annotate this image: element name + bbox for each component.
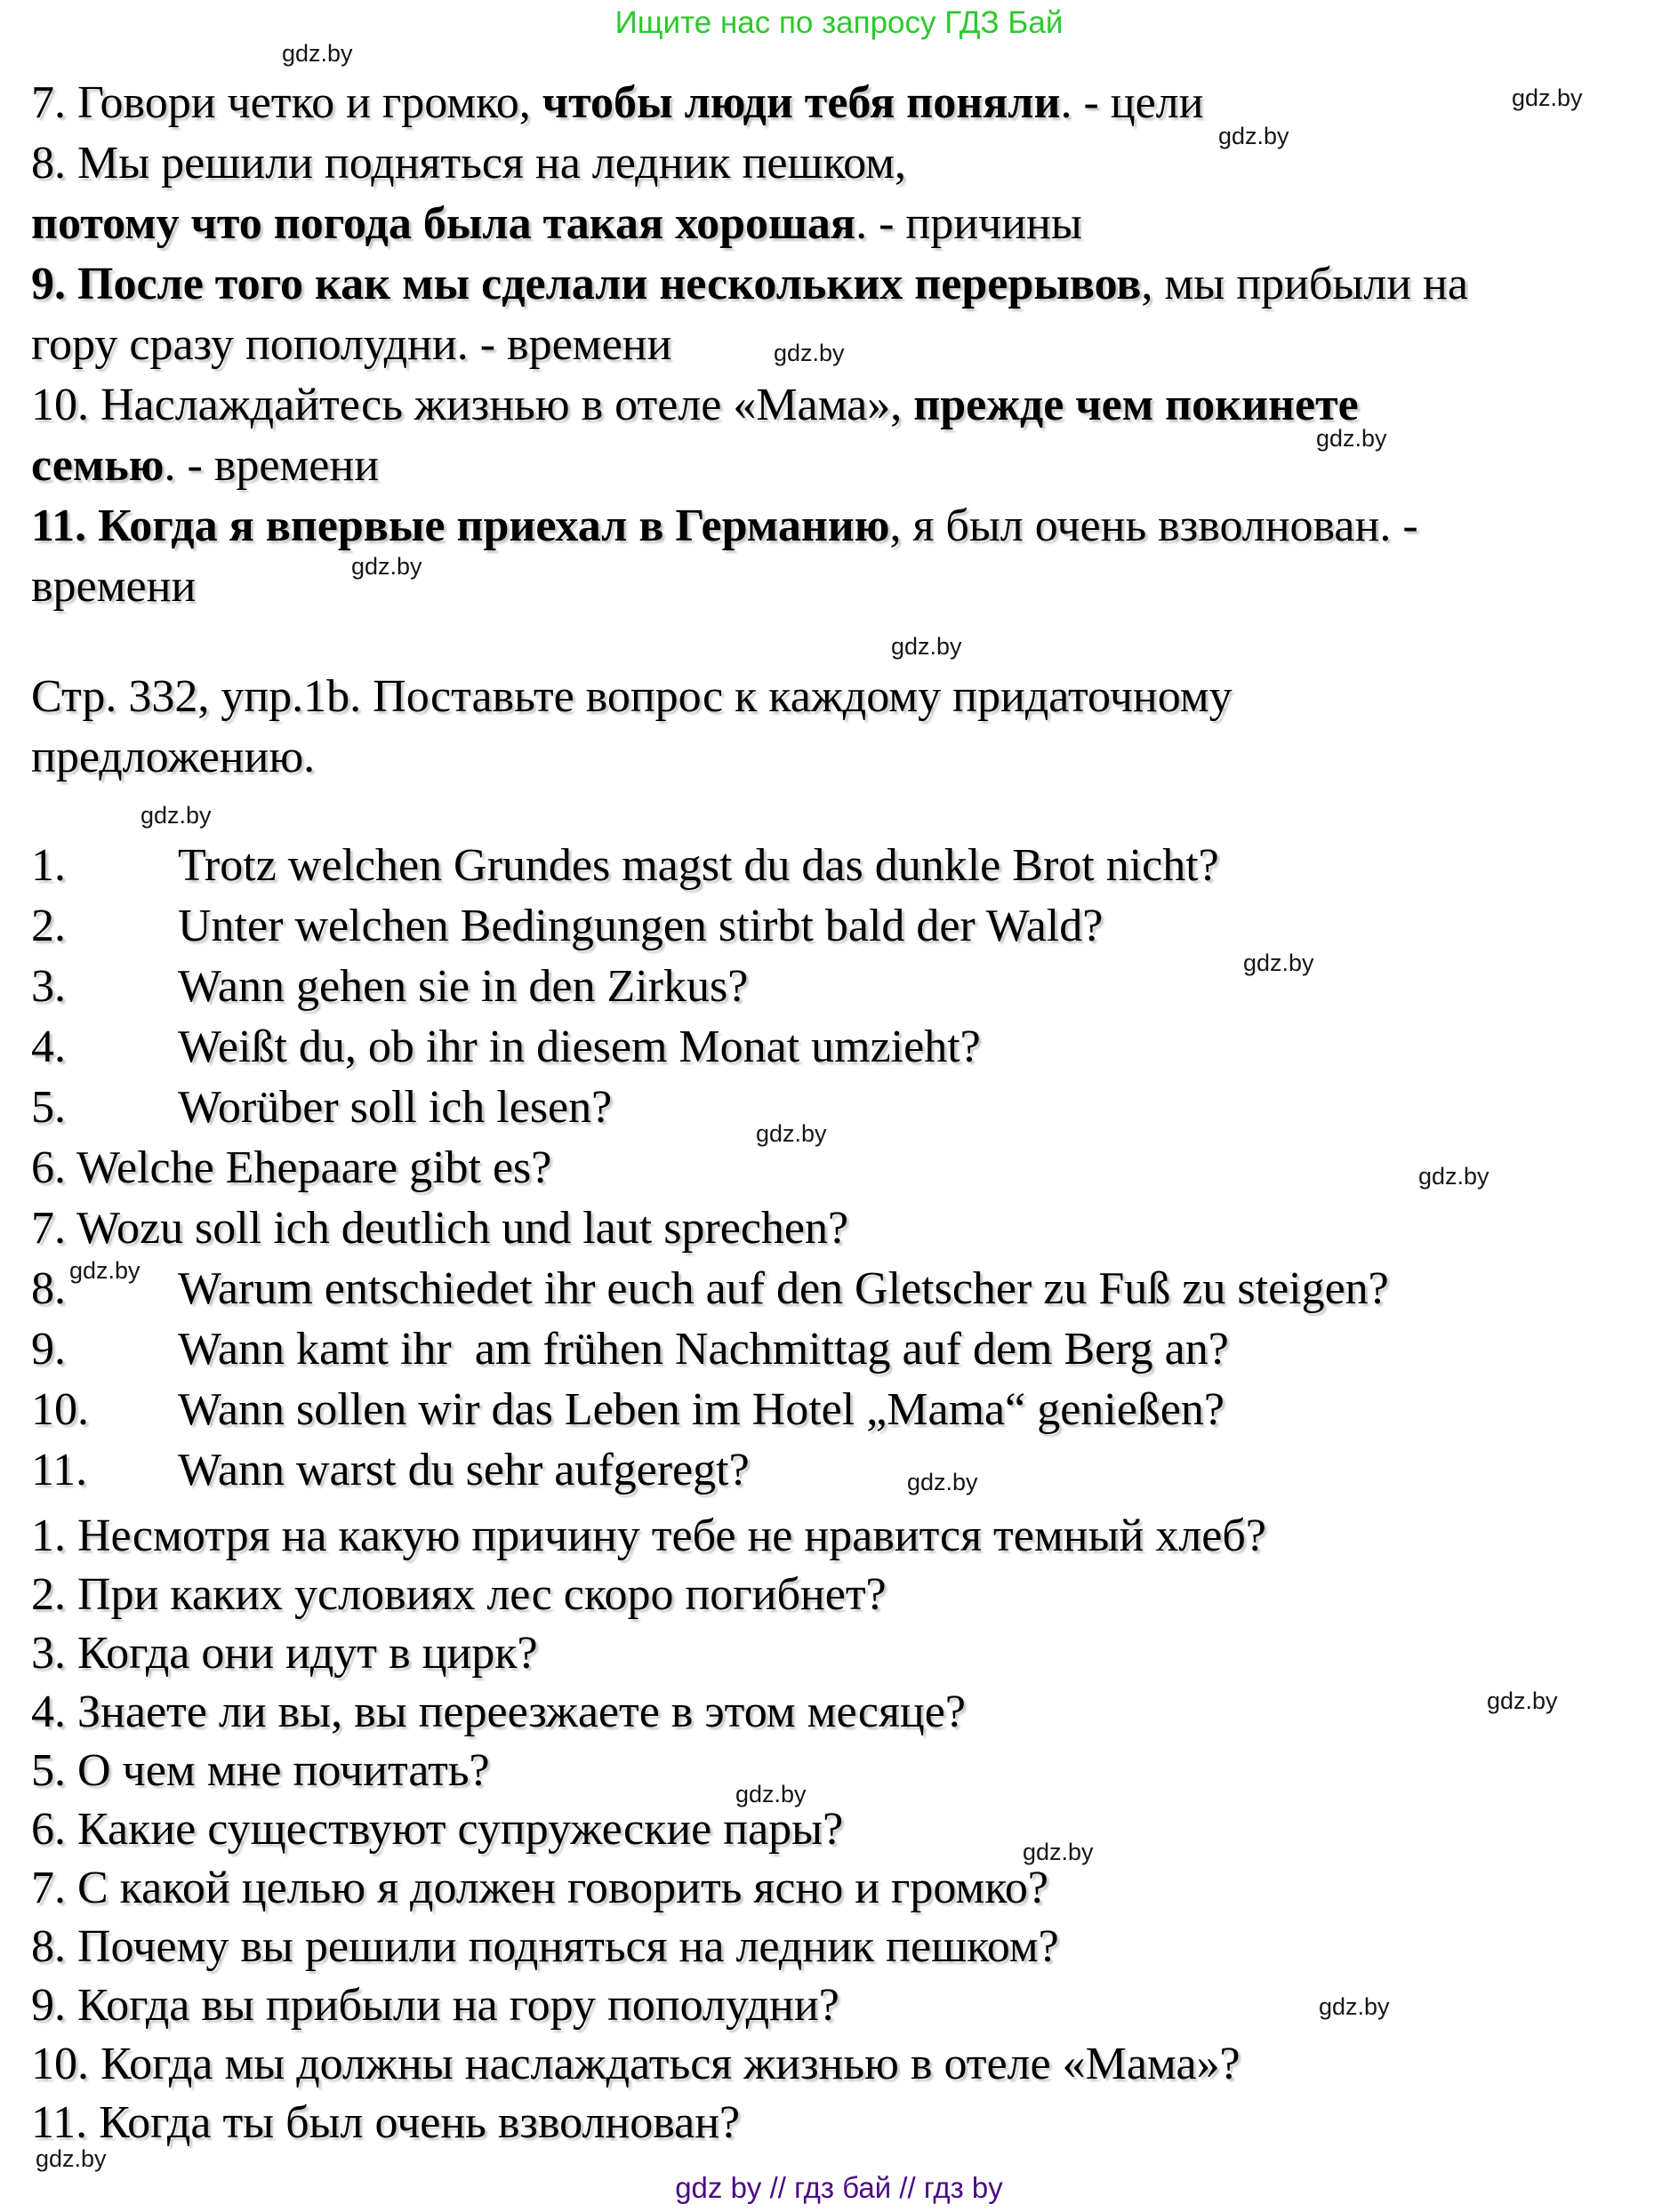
list-number: 5. [31,1082,66,1133]
gdz-watermark: gdz.by [1512,84,1583,111]
text-line [31,1746,1669,1796]
text-line [31,1629,1669,1679]
text-segment: Trotz welchen Grundes magst du das dunkle Brot nicht? [178,840,1219,891]
list-number: 3. [31,961,66,1012]
text-segment: Wann kamt ihr am frühen Nachmittag auf dem Berg an? [178,1324,1229,1374]
gdz-watermark: gdz.by [907,1469,978,1495]
list-item-text [178,1083,612,1133]
text-line [31,1325,1669,1374]
gdz-watermark: gdz.by [1243,950,1314,976]
text-line [31,1511,1669,1561]
gdz-watermark: gdz.by [1316,425,1387,452]
text-line [31,1204,1669,1254]
bold-text-segment: чтобы люди тебя поняли [542,77,1061,128]
text-line [31,1083,1669,1133]
text-segment: 6. Какие существуют супружеские пары? [31,1804,844,1855]
list-number: 4. [31,1022,66,1072]
text-segment: гору сразу пополудни. - времени [31,319,672,370]
text-line [31,733,1669,782]
text-segment: 9. Когда вы прибыли на гору пополудни? [31,1980,839,2031]
gdz-watermark: gdz.by [282,40,353,67]
bold-text-segment: потому что погода была такая хорошая [31,198,856,249]
text-line [31,1446,1669,1495]
text-segment: 8. Мы решили подняться на ледник пешком, [31,138,906,188]
list-item-text [178,841,1219,891]
text-segment: 10. Когда мы должны наслаждаться жизнью в отеле «Мама»? [31,2039,1240,2089]
list-item-text [178,962,748,1012]
text-segment: Unter welchen Bedingungen stirbt bald der Wald? [178,901,1104,951]
text-segment: 6. Welche Ehepaare gibt es? [31,1142,552,1193]
gdz-watermark: gdz.by [1319,1993,1390,2020]
gdz-watermark: gdz.by [351,553,422,580]
text-segment: Wann sollen wir das Leben im Hotel „Mama“ genießen? [178,1384,1224,1435]
footer-site-links: gdz by // гдз бай // гдз by [675,2171,1003,2204]
text-line [31,902,1669,951]
text-line [31,962,1669,1012]
text-segment: . - времени [164,440,380,491]
bold-text-segment: прежде чем покинете [913,380,1359,430]
text-segment: предложению. [31,732,316,782]
gdz-watermark: gdz.by [891,633,962,660]
text-segment: 10. Наслаждайтесь жизнью в отеле «Мама», [31,380,914,430]
text-line [31,1805,1669,1855]
list-item-text [178,1022,981,1072]
text-line [31,562,1669,612]
text-segment: 5. О чем мне почитать? [31,1745,490,1796]
text-line [31,1863,1669,1913]
text-segment: , мы прибыли на [1141,259,1468,309]
gdz-watermark: gdz.by [756,1120,827,1147]
text-segment: Wann gehen sie in den Zirkus? [178,961,749,1012]
list-number: 8. [31,1263,66,1314]
list-item-text [178,902,1103,951]
text-segment: 7. Wozu soll ich deutlich und laut sprechen? [31,1203,849,1254]
text-line [31,2040,1669,2089]
gdz-watermark: gdz.by [735,1781,807,1807]
text-line [31,1264,1669,1314]
list-number: 2. [31,901,66,951]
text-line [31,1385,1669,1435]
list-item-text [178,1264,1389,1314]
bold-text-segment: 11. Когда я впервые приехал в Германию [31,501,890,551]
list-number: 9. [31,1324,66,1374]
text-line [31,260,1669,309]
gdz-watermark: gdz.by [69,1257,141,1284]
text-segment: 7. Говори четко и громко, [31,77,542,128]
text-line [31,2098,1669,2148]
text-line [31,841,1669,891]
text-segment: Стр. 332, упр.1b. Поставьте вопрос к каждому придаточному [31,671,1232,722]
text-segment: 8. Почему вы решили подняться на ледник пешком? [31,1921,1059,1972]
text-line [31,1570,1669,1620]
text-segment: 7. С какой целью я должен говорить ясно и громко? [31,1863,1048,1913]
text-segment: . - причины [855,198,1082,249]
gdz-watermark: gdz.by [141,802,212,829]
text-segment: 3. Когда они идут в цирк? [31,1628,538,1679]
text-segment: , я был очень взволнован. - [889,501,1418,551]
list-number: 10. [31,1384,89,1435]
text-line [31,199,1669,249]
list-item-text [178,1446,750,1495]
text-line [31,320,1669,370]
text-segment: Worüber soll ich lesen? [178,1082,613,1133]
list-item-text [178,1385,1224,1435]
text-segment: 1. Несмотря на какую причину тебе не нравится темный хлеб? [31,1511,1266,1561]
text-segment: Weißt du, ob ihr in diesem Monat umzieht? [178,1022,981,1072]
list-item-text [178,1325,1229,1374]
list-number: 11. [31,1445,88,1495]
list-number: 1. [31,840,66,891]
text-line [31,441,1669,491]
gdz-watermark: gdz.by [774,340,845,366]
gdz-watermark: gdz.by [1023,1839,1094,1865]
text-line [31,501,1669,551]
bold-text-segment: 9. После того как мы сделали нескольких перерывов [31,259,1142,309]
text-segment: Wann warst du sehr aufgeregt? [178,1445,750,1495]
text-segment: 11. Когда ты был очень взволнован? [31,2097,741,2148]
text-segment: . - цели [1060,77,1204,128]
text-line [31,1687,1669,1737]
text-segment: 2. При каких условиях лес скоро погибнет? [31,1569,887,1620]
gdz-watermark: gdz.by [1418,1163,1489,1190]
text-segment: времени [31,561,197,612]
text-line [31,1981,1669,2031]
gdz-watermark: gdz.by [1487,1687,1558,1714]
text-segment: 4. Знаете ли вы, вы переезжаете в этом месяце? [31,1687,966,1737]
promo-banner-text: Ищите нас по запросу ГДЗ Бай [614,5,1064,40]
text-line [31,672,1669,722]
text-line [31,139,1669,188]
gdz-watermark: gdz.by [1218,123,1289,149]
text-line [31,381,1669,430]
gdz-watermark: gdz.by [36,2145,107,2172]
text-segment: Warum entschiedet ihr euch auf den Gletscher zu Fuß zu steigen? [178,1263,1389,1314]
bold-text-segment: семью [31,440,165,491]
text-line [31,1022,1669,1072]
text-line [31,1922,1669,1972]
text-line [31,78,1669,128]
